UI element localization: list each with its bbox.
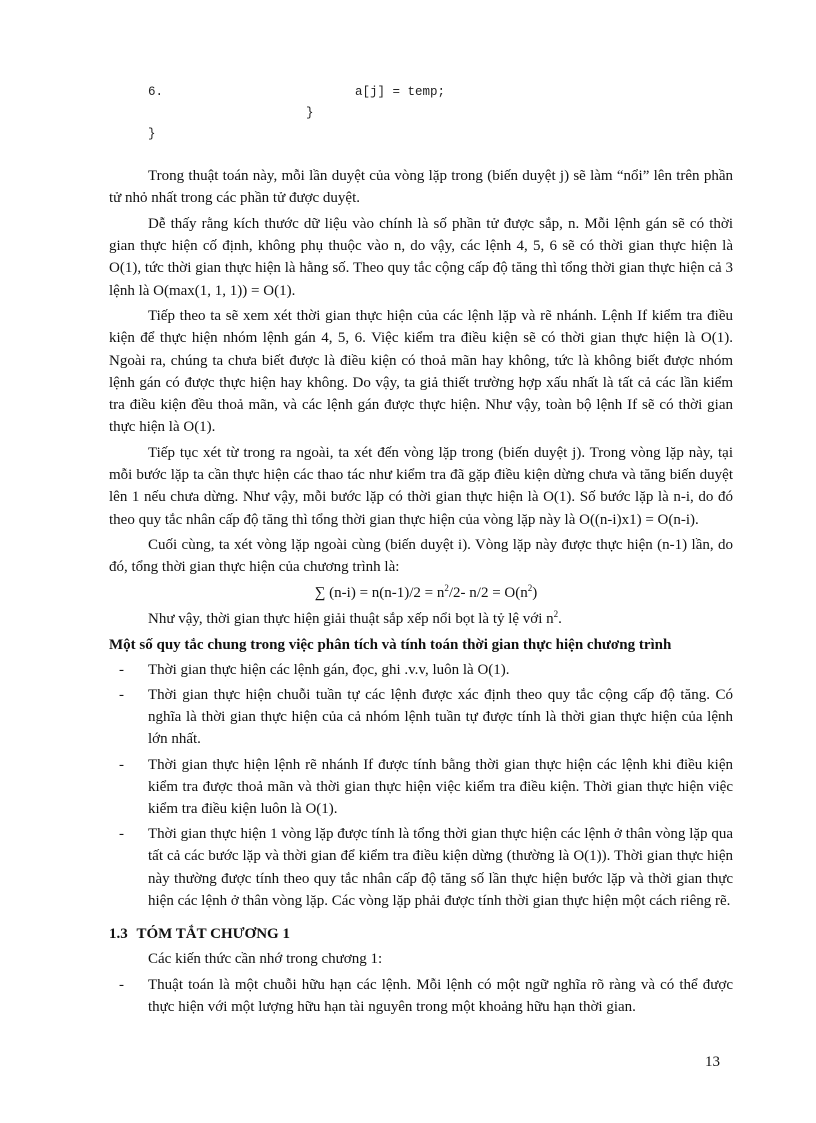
conclusion-text: Như vậy, thời gian thực hiện giải thuật sắp xếp nổi bọt là tỷ lệ với n [148, 610, 554, 627]
rule-item [109, 823, 733, 912]
section-heading [109, 923, 733, 945]
code-inner-close-brace: } [306, 106, 314, 120]
formula-exponent-1: 2 [444, 583, 449, 594]
code-statement: a[j] = temp; [355, 85, 446, 99]
formula-exponent-2: 2 [527, 583, 533, 594]
code-outer-close-brace: } [148, 127, 156, 141]
bullet-dash: - [119, 686, 124, 703]
rule-item-text: Thời gian thực hiện các lệnh gán, đọc, ghi .v.v, luôn là O(1). [148, 661, 510, 678]
paragraph-bubble-intro: Trong thuật toán này, mỗi lần duyệt của vòng lặp trong (biến duyệt j) sẽ làm “nổi” lên trên phần tử nhỏ nhất trong các phần tử được duyệt. [109, 168, 733, 207]
formula-suffix: ) [532, 585, 538, 602]
summary-item-text: Thuật toán là một chuỗi hữu hạn các lệnh. Mỗi lệnh có một ngữ nghĩa rõ ràng và có thể được thực hiện với một lượng hữu hạn tài nguyên trong một khoảng hữu hạn thời gian. [148, 976, 733, 1016]
section-title: TÓM TẮT CHƯƠNG 1 [136, 926, 290, 942]
rule-item [109, 684, 733, 751]
paragraph-inner-loop: Tiếp tục xét từ trong ra ngoài, ta xét đến vòng lặp trong (biến duyệt j). Trong vòng lặp này, tại mỗi bước lặp ta cần thực hiện các thao tác như kiểm tra đã gặp điều kiện dừng chưa và tăng biến duyệt lên 1 nếu chưa dừng. Như vậy, mỗi bước lặp có thời gian thực hiện là O(1). Số bước lặp là n-i, do đó theo quy tắc nhân cấp độ tăng thì tổng thời gian thực hiện của vòng lặp này là O((n-i)x1) = O(n-i). [109, 444, 733, 528]
rules-heading: Một số quy tắc chung trong việc phân tích và tính toán thời gian thực hiện chương trình [109, 636, 672, 653]
summary-item [109, 974, 733, 1018]
sum-formula [109, 582, 733, 604]
paragraph-input-size: Dễ thấy rằng kích thước dữ liệu vào chính là số phần tử được sắp, n. Mỗi lệnh gán sẽ có thời gian thực hiện cố định, không phụ thuộc vào n, do vậy, các lệnh 4, 5, 6 sẽ có thời gian thực hiện là O(1), tức thời gian thực hiện là hằng số. Theo quy tắc cộng cấp độ tăng thì tổng thời gian thực hiện cả 3 lệnh là O(max(1, 1, 1)) = O(1). [109, 215, 733, 299]
bullet-dash: - [119, 661, 124, 678]
section-intro: Các kiến thức cần nhớ trong chương 1: [148, 951, 383, 968]
formula-middle: /2- n/2 = O(n [448, 585, 528, 602]
paragraph-outer-loop: Cuối cùng, ta xét vòng lặp ngoài cùng (biến duyệt i). Vòng lặp này được thực hiện (n-1) lần, do đó, tổng thời gian thực hiện của chương trình là: [109, 537, 733, 576]
rule-item-text: Thời gian thực hiện 1 vòng lặp được tính là tổng thời gian thực hiện các lệnh ở thân vòng lặp qua tất cả các bước lặp và thời gian để kiểm tra điều kiện dừng (thường là O(1)). Thời gian thực hiện này thường được tính theo quy tắc nhân cấp độ tăng số lần thực hiện bước lặp và thời gian thực hiện các lệnh ở thân vòng lặp. Các vòng lặp phải được tính thời gian thực hiện một cách riêng rẽ. [148, 826, 733, 909]
conclusion-exponent: 2 [553, 608, 559, 619]
paragraph-if-statement: Tiếp theo ta sẽ xem xét thời gian thực hiện của các lệnh lặp và rẽ nhánh. Lệnh If kiểm tra điều kiện để thực hiện nhóm lệnh gán 4, 5, 6. Việc kiểm tra điều kiện sẽ có thời gian thực hiện là O(1). Ngoài ra, chúng ta chưa biết được là điều kiện có thoả mãn hay không, tức là không biết được nhóm lệnh gán có được thực hiện hay không. Do vậy, ta giả thiết trường hợp xấu nhất là tất cả các lần kiểm tra điều kiện đều thoả mãn, và các lệnh gán được thực hiện. Như vậy, toàn bộ lệnh If sẽ có thời gian thực hiện là O(1). [109, 308, 733, 436]
rule-item [109, 659, 733, 681]
section-number: 1.3 [109, 926, 128, 942]
bullet-dash: - [119, 976, 124, 993]
rule-item-text: Thời gian thực hiện chuỗi tuần tự các lệnh được xác định theo quy tắc cộng cấp độ tăng. Có nghĩa là thời gian thực hiện của cả nhóm lệnh tuần tự được tính là thời gian thực hiện của lệnh lớn nhất. [148, 686, 733, 748]
conclusion-period: . [558, 610, 562, 627]
paragraph-conclusion [109, 608, 733, 630]
document-body [109, 165, 733, 1021]
bullet-dash: - [119, 756, 124, 773]
bullet-dash: - [119, 826, 124, 843]
rule-item-text: Thời gian thực hiện lệnh rẽ nhánh If được tính bằng thời gian thực hiện các lệnh khi điều kiện kiểm tra được thoả mãn và thời gian thực hiện việc kiểm tra điều kiện. Thời gian thực hiện việc kiểm tra điều kiện luôn là O(1). [148, 756, 733, 817]
formula-prefix: ∑ (n-i) = n(n-1)/2 = n [314, 585, 445, 602]
code-line-number: 6. [148, 85, 164, 99]
page-number: 13 [705, 1054, 720, 1070]
rule-item [109, 754, 733, 821]
